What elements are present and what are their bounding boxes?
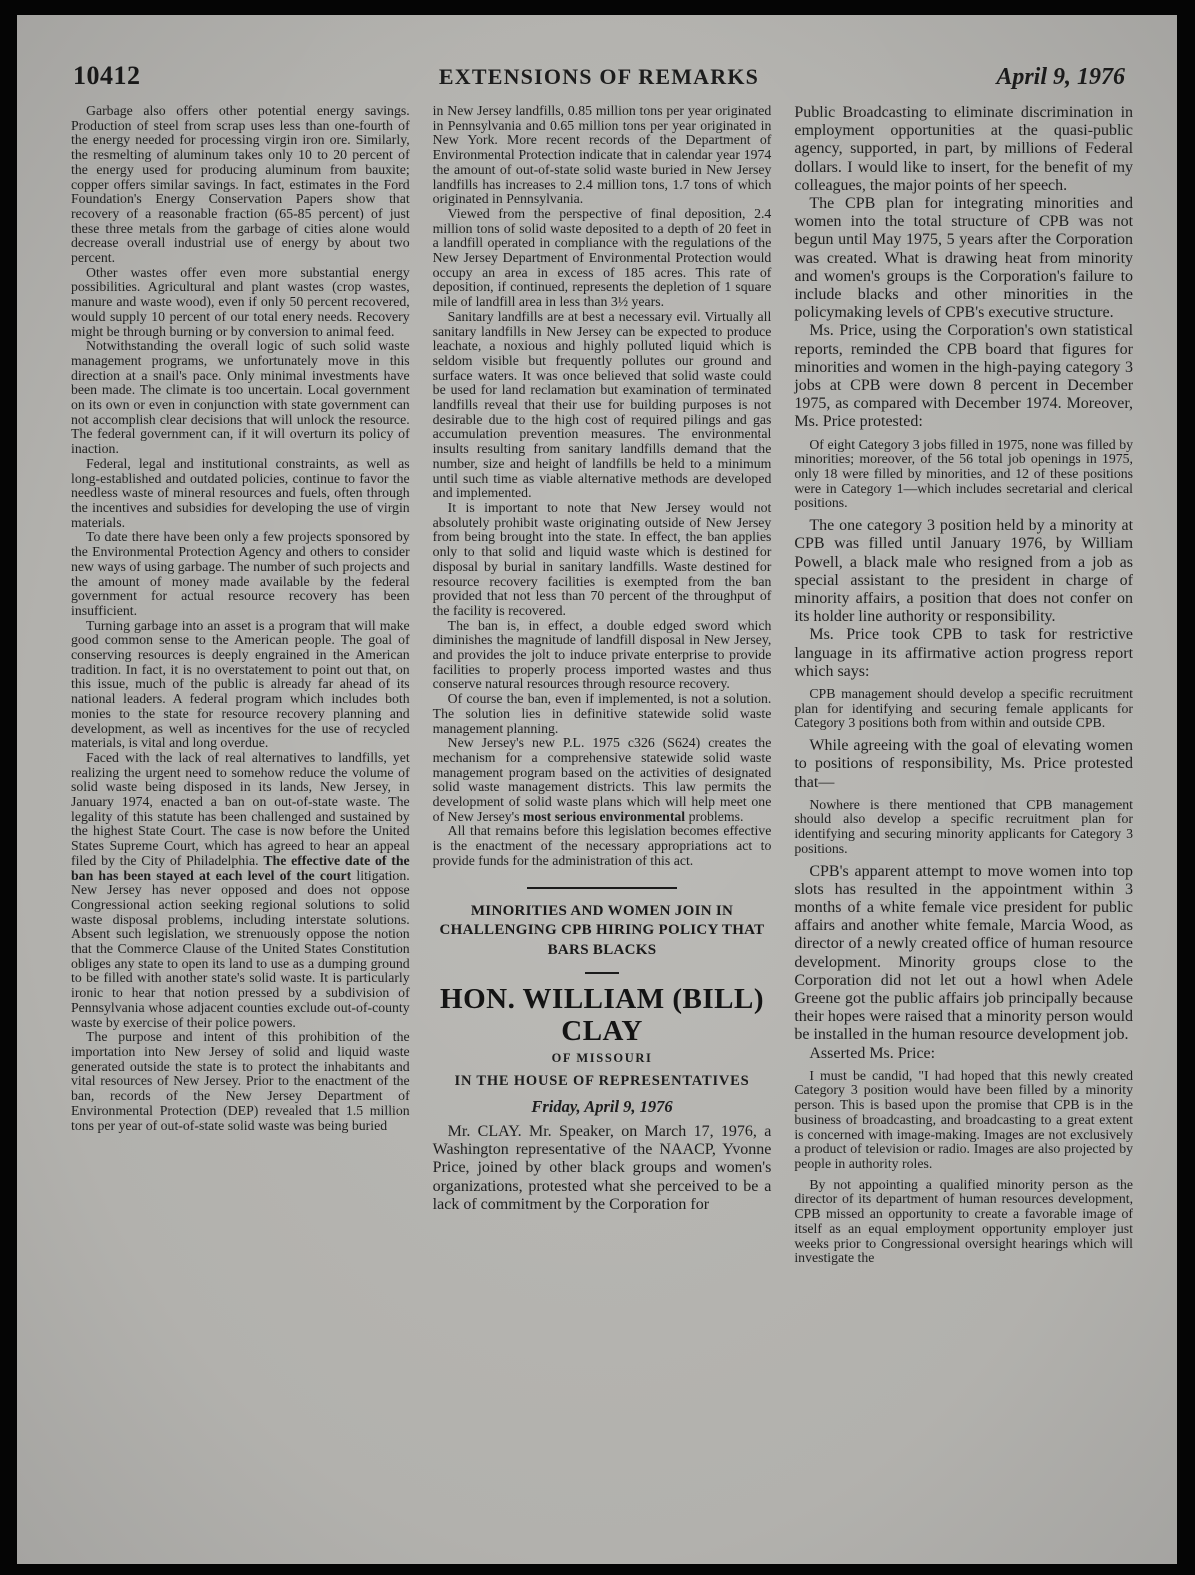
paragraph (433, 207, 772, 310)
paragraph (794, 517, 1133, 626)
text-run: Viewed from the perspective of final deposition, 2.4 million tons of solid waste deposited to a depth of 20 feet in a landfill operated in compliance with the regulations of the New Jersey Department of Environmental Protection would occupy an area in excess of 185 acres. This rate of deposition, if continued, represents the depletion of 1 square mile of landfill area in less than 3½ years. (432, 205, 772, 310)
paragraph (794, 737, 1133, 792)
bold-text: The effective date of the ban has been stayed at each level of the court (71, 852, 410, 883)
paragraph (794, 1069, 1133, 1172)
paragraph (794, 104, 1133, 195)
text-run: Nowhere is there mentioned that CPB management should also develop a specific recruitment plan for identifying and securing minority applicants for Category 3 positions. (794, 796, 1134, 856)
paragraph (433, 692, 772, 736)
paragraph (71, 619, 410, 751)
speaker-state (433, 1051, 772, 1066)
paragraph (71, 1030, 410, 1133)
text-columns (17, 91, 1177, 1266)
text-run: By not appointing a qualified minority person as the director of its department of human resources development, CPB missed an opportunity to create a favorable image of itself as an equal employment opportunity employer just weeks prior to Congressional oversight hearings which will investigate the (794, 1176, 1134, 1266)
text-run: The ban is, in effect, a double edged sword which diminishes the magnitude of landfill disposal in New Jersey, and provides the jolt to induce private enterprise to provide facilities to properly process imported wastes and thus conserve natural resources through resource recovery. (432, 617, 772, 692)
text-run: Friday, April 9, 1976 (531, 1097, 673, 1117)
section-divider (527, 887, 677, 889)
text-run: Public Broadcasting to eliminate discrimination in employment opportunities at the quasi-public agency, supported, in part, by millions of Federal dollars. I would like to insert, for the benefit of my colleagues, the major points of her speech. (794, 104, 1134, 194)
dateline (433, 1097, 772, 1117)
text-run: litigation. New Jersey has never opposed and does not oppose Congressional action seeking regional solutions to solid waste disposal problems, including interstate solutions. Absent such legislation, we strenuously oppose the notion that the Commerce Clause of the United States Constitution obliges any state to open its land to use as a dumping ground to be filled with another state's solid waste. It is particularly ironic to hear that notion pressed by a subdivision of Pennsylvania whose adjacent counties exclude out-of-county waste by exercise of their police powers. (71, 867, 410, 1030)
paragraph (433, 310, 772, 501)
text-run: Turning garbage into an asset is a program that will make good common sense to the American people. The goal of conserving resources is deeply engrained in the American tradition. In fact, it is no overstatement to point out that, on this issue, much of the public is already far ahead of its national leaders. A federal program which includes both monies to the state for resource recovery planning and development, as well as incentives for the use of recycled materials, is vital and long overdue. (71, 617, 410, 751)
text-run: Federal, legal and institutional constraints, as well as long-established and outdated policies, continue to favor the needless waste of mineral resources and fuels, often through the incentives and subsidies for developing the use of virgin materials. (71, 455, 410, 530)
text-run: IN THE HOUSE OF REPRESENTATIVES (454, 1073, 750, 1090)
paragraph (433, 501, 772, 619)
page-number: 10412 (73, 61, 141, 90)
paragraph (71, 530, 410, 618)
text-run: New Jersey's new P.L. 1975 c326 (S624) creates the mechanism for a comprehensive statewide solid waste management program based on the activities of designated solid waste management districts. This law permits the development of solid waste plans which will help meet one of New Jersey's (432, 735, 772, 824)
text-run: OF MISSOURI (551, 1051, 653, 1066)
text-run: Of eight Category 3 jobs filled in 1975, none was filled by minorities; moreover, of the 56 total job openings in 1975, only 18 were filled by minorities, and 12 of these positions were in Category 1—which includes secretarial and clerical positions. (794, 436, 1134, 511)
text-run: To date there have been only a few projects sponsored by the Environmental Protection Agency and others to consider new ways of using garbage. The number of such projects and the amount of money made available by the federal government for actual resource recovery has been insufficient. (71, 529, 410, 618)
paragraph (794, 438, 1133, 512)
paragraph (71, 339, 410, 457)
page-header (17, 15, 1177, 91)
text-run: Sanitary landfills are at best a necessary evil. Virtually all sanitary landfills in New Jersey can be expected to produce leachate, a noxious and highly polluted liquid which is seldom visible but frequently pollutes our ground and surface waters. It was once believed that solid waste could be used for land reclamation but examination of terminated landfills reveal that their use for building purposes is not desirable due to the high cost of required pilings and gas accumulation prevention measures. The environmental insults resulting from sanitary landfills demand that the number, size and height of landfills be held to a minimum until such time as viable alternative methods are developed and implemented. (432, 308, 772, 501)
text-run: Ms. Price took CPB to task for restrictive language in its affirmative action progress report which says: (794, 626, 1134, 680)
paragraph (794, 195, 1133, 322)
speaker-heading (433, 983, 772, 1047)
text-run: Asserted Ms. Price: (809, 1044, 936, 1062)
paragraph (71, 457, 410, 531)
text-run: The one category 3 position held by a minority at CPB was filled until January 1976, by William Powell, a black male who resigned from a job as special assistant to the president in charge of minority affairs, a position that does not confer on its holder line authority or responsibility. (794, 517, 1134, 626)
text-run: Other wastes offer even more substantial energy possibilities. Agricultural and plant wastes (crop wastes, manure and waste wood), even if only 50 percent recovered, would supply 10 percent of our total enery needs. Recovery might be through burning or by conversion to animal feed. (71, 264, 410, 339)
paragraph (71, 751, 410, 1030)
journal-title: EXTENSIONS OF REMARKS (438, 64, 760, 89)
column-3 (794, 104, 1133, 1266)
paragraph (794, 1178, 1133, 1266)
bold-text: most serious environmental (522, 808, 686, 824)
text-run: Mr. CLAY. Mr. Speaker, on March 17, 1976, a Washington representative of the NAACP, Yvonne Price, joined by other black groups and women's organizations, protested what she perceived to be a lack of commitment by the Corporation for (432, 1123, 772, 1213)
paragraph (433, 736, 772, 824)
paragraph (794, 322, 1133, 431)
text-run: The CPB plan for integrating minorities and women into the total structure of CPB was not begun until May 1975, 5 years after the Corporation was created. What is drawing heat from minority and women's groups is the Corporation's failure to include blacks and other minorities in the policymaking levels of CPB's executive structure. (794, 195, 1134, 322)
text-run: I must be candid, "I had hoped that this newly created Category 3 position would have been filled by a minority person. This is based upon the promise that CPB is in the business of broadcasting, and broadcasting to a great extent is concerned with image-making. Images are not exclusively a product of television or radio. Images are also projected by people in authority roles. (794, 1067, 1134, 1171)
ornament-divider (585, 972, 619, 974)
text-run: HON. WILLIAM (BILL) CLAY (440, 983, 764, 1048)
text-run: All that remains before this legislation becomes effective is the enactment of the necessary appropriations act to provide funds for the administration of this act. (432, 823, 772, 868)
paragraph (433, 1123, 772, 1214)
text-run: CPB's apparent attempt to move women into top slots has resulted in the appointment within 3 months of a white female vice president for public affairs and another white female, Marcia Wood, as director of a newly created office of human resource development. Minority groups close to the Corporation did not let out a howl when Adele Greene got the public affairs job principally because their hopes were raised that a minority person would be installed in the human resource development job. (794, 862, 1134, 1044)
paragraph (794, 798, 1133, 857)
paragraph (433, 104, 772, 207)
text-run: Ms. Price, using the Corporation's own statistical reports, reminded the CPB board that figures for minorities and women in the high-paying category 3 jobs at CPB were down 8 percent in December 1975, as compared with December 1974. Moreover, Ms. Price protested: (794, 322, 1134, 431)
text-run: Garbage also offers other potential energy savings. Production of steel from scrap uses less than one-fourth of the energy needed for processing virgin iron ore. Similarly, the resmelting of aluminum takes only 10 to 20 percent of the energy used for producing aluminum from bauxite; copper offers similar savings. In fact, estimates in the Ford Foundation's Energy Conservation Papers show that recovery of a reasonable fraction (65-85 percent) of just these three metals from the garbage of cities alone would decrease overall industrial use of energy by about two percent. (71, 103, 410, 266)
paragraph (433, 824, 772, 868)
text-run: problems. (685, 808, 744, 824)
paragraph (794, 1045, 1133, 1063)
chamber-heading (433, 1073, 772, 1090)
paragraph (433, 619, 772, 693)
page (17, 15, 1177, 1564)
paragraph (71, 266, 410, 340)
text-run: MINORITIES AND WOMEN JOIN IN CHALLENGING CPB HIRING POLICY THAT BARS BLACKS (439, 902, 765, 958)
paragraph (71, 104, 410, 266)
paragraph (794, 626, 1133, 681)
column-2 (433, 104, 772, 1214)
text-run: CPB management should develop a specific recruitment plan for identifying and securing female applicants for Category 3 positions both from within and outside CPB. (794, 686, 1134, 731)
text-run: The purpose and intent of this prohibition of the importation into New Jersey of solid and liquid waste generated outside the state is to protect the inhabitants and vital resources of New Jersey. Prior to the enactment of the ban, records of the New Jersey Department of Environmental Protection (DEP) revealed that 1.5 million tons per year of out-of-state solid waste was being buried (71, 1029, 410, 1133)
column-1 (71, 104, 410, 1133)
text-run: Faced with the lack of real alternatives to landfills, yet realizing the urgent need to somehow reduce the volume of solid waste being disposed in its lands, New Jersey, in January 1974, enacted a ban on out-of-state waste. The legality of this statute has been challenged and sustained by the highest State Court. The case is now before the United States Supreme Court, which has agreed to hear an appeal filed by the City of Philadelphia. (71, 749, 410, 868)
text-run: Of course the ban, even if implemented, is not a solution. The solution lies in definitive statewide solid waste management planning. (432, 691, 772, 736)
text-run: While agreeing with the goal of elevating women to positions of responsibility, Ms. Price protested that— (794, 737, 1134, 791)
paragraph (794, 863, 1133, 1045)
text-run: It is important to note that New Jersey would not absolutely prohibit waste originating outside of New Jersey from being brought into the state. In effect, the ban applies only to that solid and liquid waste which is destined for disposal by burial in sanitary landfills. Waste destined for resource recovery facilities is exempted from the ban provided that not less than 70 percent of the throughput of the facility is recovered. (432, 499, 772, 618)
text-run: Notwithstanding the overall logic of such solid waste management programs, we unfortunately move in this direction at a snail's pace. Only minimal investments have been made. The climate is too uncertain. Local government on its own or even in conjunction with state government can not accomplish clear decisions that will unlock the resource. The federal government can, if it will overturn its policy of inaction. (71, 338, 410, 457)
section-heading (439, 902, 766, 961)
paragraph (794, 687, 1133, 731)
text-run: in New Jersey landfills, 0.85 million tons per year originated in Pennsylvania and 0.65 million tons per year originated in New York. More recent records of the Department of Environmental Protection indicate that in calendar year 1974 the amount of out-of-state solid waste buried in New Jersey landfills has increases to 2.4 million tons, 1.7 tons of which originated in Pennsylvania. (432, 103, 772, 207)
issue-date: April 9, 1976 (996, 64, 1125, 90)
